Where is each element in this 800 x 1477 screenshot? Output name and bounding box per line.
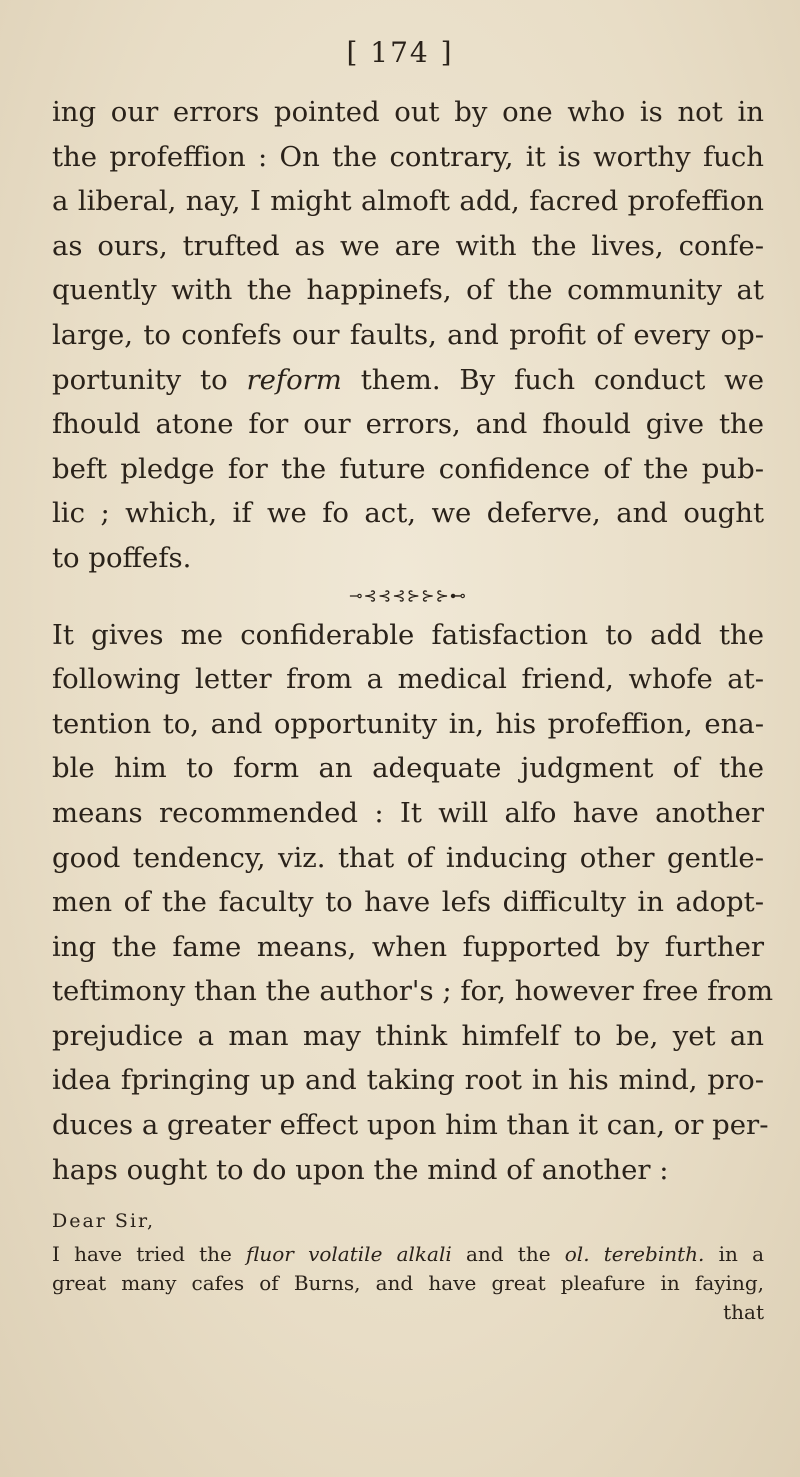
letter-salutation: Dear Sir, [52, 1210, 156, 1233]
letter-line: great many cafes of Burns, and have great pleafure in faying, [52, 1271, 764, 1296]
text-line: a liberal, nay, I might almoft add, facred profeffion [52, 185, 764, 218]
text-line: quently with the happinefs, of the community at [52, 274, 764, 307]
text-line: fhould atone for our errors, and fhould give the [52, 408, 764, 441]
text-line: the profeffion : On the contrary, it is worthy fuch [52, 140, 764, 173]
text-segment: them. By fuch conduct we [341, 363, 764, 396]
text-segment: and the [451, 1242, 565, 1267]
italic-phrase: fluor volatile alkali [246, 1242, 452, 1267]
text-segment: in a [704, 1242, 764, 1267]
text-line: teftimony than the author's ; for, however free from [52, 975, 774, 1008]
text-line: haps ought to do upon the mind of another : [52, 1153, 669, 1186]
text-line: ble him to form an adequate judgment of the [52, 752, 764, 785]
text-line: large, to confefs our faults, and profit of every op- [52, 318, 764, 351]
text-segment: I have tried the [52, 1242, 247, 1267]
section-ornament: ⊸⊰⊰⊰⊱⊱⊱⊷ [349, 585, 467, 605]
text-line: ing the fame means, when fupported by further [52, 930, 764, 963]
text-line: as ours, trufted as we are with the lives, confe- [52, 229, 764, 262]
paragraph-2 [52, 613, 774, 1193]
text-line: good tendency, viz. that of inducing other gentle- [52, 841, 764, 874]
text-line: ing our errors pointed out by one who is not in [52, 96, 764, 128]
italic-word-reform: reform [246, 363, 342, 396]
text-line [52, 358, 764, 403]
text-line: It gives me confiderable fatisfaction to add the [52, 618, 764, 651]
text-line: prejudice a man may think himfelf to be, yet an [52, 1019, 764, 1052]
text-line: men of the faculty to have lefs difficulty in adopt- [52, 886, 764, 919]
paragraph-1 [52, 90, 764, 581]
quoted-letter [52, 1202, 764, 1327]
text-segment: portunity to [52, 363, 247, 396]
text-line: beft pledge for the future confidence of the pub- [52, 452, 764, 485]
text-line: lic ; which, if we fo act, we deferve, and ought [52, 497, 764, 530]
page-number: [ 174 ] [346, 36, 454, 69]
body-text [52, 90, 774, 1327]
catchword: that [723, 1300, 764, 1325]
text-line: tention to, and opportunity in, his profeffion, ena- [52, 707, 764, 740]
text-line: means recommended : It will alfo have another [52, 796, 764, 829]
text-line: following letter from a medical friend, whofe at- [52, 663, 764, 696]
text-line: to poffefs. [52, 541, 192, 574]
italic-phrase: ol. terebinth. [564, 1242, 705, 1267]
text-line: idea fpringing up and taking root in his mind, pro- [52, 1064, 764, 1097]
text-line: duces a greater effect upon him than it can, or per- [52, 1109, 769, 1142]
letter-line [52, 1240, 764, 1269]
